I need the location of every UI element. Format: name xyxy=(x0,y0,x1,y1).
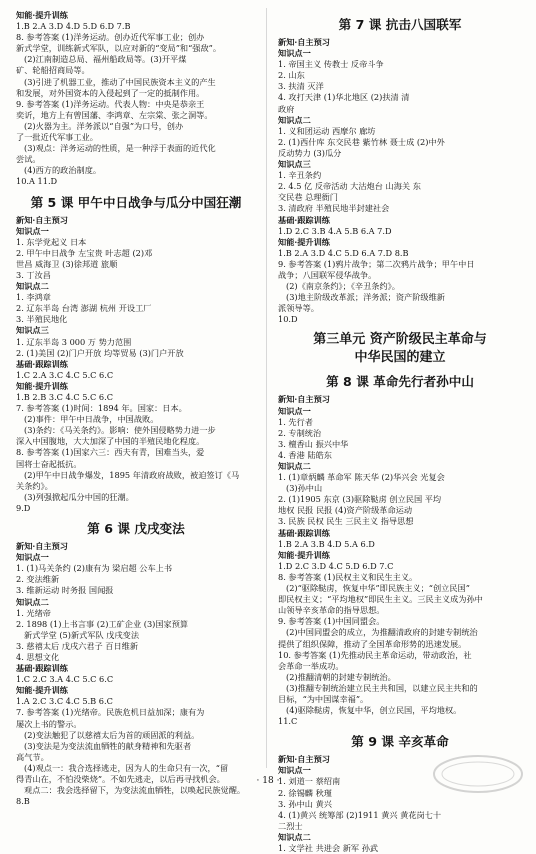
section-label: 知能·提升训练 xyxy=(16,380,68,391)
section-label: 基础·跟踪训练 xyxy=(278,527,330,538)
unit-heading xyxy=(278,331,522,367)
answer-line: 战争；八国联军侵华战争。 xyxy=(278,269,377,280)
answer-line: 1.B 2.A 3.D 4.D 5.D 6.D 7.B xyxy=(16,21,131,32)
answer-line: 1. (1)马关条约 (2)康有为 梁启超 公车上书 xyxy=(16,563,173,574)
answer-line: 8. 参考答案 (1)民权主义和民生主义。 xyxy=(278,571,418,582)
section-label: 新知·自主预习 xyxy=(278,754,330,765)
answer-line: (3)推翻专制统治建立民主共和国，以建立民主共和的 xyxy=(286,682,478,693)
answer-line: 1. 辽东半岛 3 000 万 势力范围 xyxy=(16,336,132,347)
answer-line: 8. 参考答案 (1)国家六三：西夫有青，国难当头，爱 xyxy=(16,447,205,458)
answer-line: 尝试。 xyxy=(16,154,41,165)
answer-line: 提供了组织保障，推动了全国革命形势的迅速发展。 xyxy=(278,638,467,649)
answer-line: (4)西方的政治制度。 xyxy=(24,165,102,176)
answer-line: 4. (1)黄兴 统筹部 (2)1911 黄兴 黄花岗七十 xyxy=(278,809,442,820)
answer-line: (2)变法触犯了以慈禧太后为首的顽固派的利益。 xyxy=(24,729,200,740)
section-label: 知识点三 xyxy=(278,159,311,170)
answer-line: 8.B xyxy=(16,796,30,807)
answer-line: 派领导等。 xyxy=(278,303,319,314)
page-number: · 18 · xyxy=(256,776,280,786)
answer-line: 1. 辛丑条约 xyxy=(278,170,322,181)
section-label: 新知·自主预习 xyxy=(16,214,68,225)
section-label: 新知·自主预习 xyxy=(278,37,330,47)
answer-line: (3)孙中山 xyxy=(286,483,323,494)
answer-line: 世昌 威海卫 (3)徐邦道 旅顺 xyxy=(16,258,118,269)
answer-line: 3. 孙中山 黄兴 xyxy=(278,798,332,809)
answer-line: 3. 清政府 半殖民地半封建社会 xyxy=(278,203,390,214)
answer-line: 二烈士 xyxy=(278,820,303,831)
answer-line: 1.A 2.C 3.C 4.C 5.B 6.C xyxy=(16,696,113,707)
answer-line: 1. 刘道一 蔡绍南 xyxy=(278,776,341,787)
answer-line: 矿、轮船招商局等。 xyxy=(16,65,90,76)
answer-line: 3. 维新运动 时务报 国闻报 xyxy=(16,585,114,596)
answer-line: (2)推翻清朝的封建专制统治。 xyxy=(286,671,396,682)
answer-line: 1. 先行者 xyxy=(278,416,313,427)
answer-line: 2. 1898 (1)上书言事 (2)工矿企业 (3)国家预算 xyxy=(16,618,189,629)
section-label: 知识点二 xyxy=(278,461,311,471)
answer-line: 屡次上书的警示。 xyxy=(16,718,82,729)
answer-line: (3)地主阶级改革派；洋务派；资产阶级维新 xyxy=(286,292,445,303)
answer-line: 2. 4.5 亿 反帝活动 大沽炮台 山海关 东 xyxy=(278,181,421,192)
answer-line: 11.C xyxy=(278,716,298,727)
section-label: 知识点一 xyxy=(278,765,311,776)
answer-line: (3)变法是为变法流血牺牲的献身精神和先驱者 xyxy=(24,740,192,751)
answer-line: 2. 徐锡麟 秋瑾 xyxy=(278,787,332,798)
answer-line: 1.B 2.A 3.D 4.C 5.D 6.A 7.D 8.B xyxy=(278,247,409,258)
answer-line: 9.D xyxy=(16,502,31,513)
answer-line: (3)观点：洋务运动的性质，是一种浮于表面的近代化 xyxy=(24,143,216,154)
section-label: 知能·提升训练 xyxy=(278,236,330,247)
section-label: 知识点二 xyxy=(278,114,311,125)
section-label: 新知·自主预习 xyxy=(278,394,330,405)
section-label: 知识点三 xyxy=(16,325,49,336)
answer-line: 1. 东学党起义 日本 xyxy=(16,236,87,247)
answer-line: 观点二：我会选择留下，为变法流血牺牲，以唤起民族觉醒。 xyxy=(24,785,246,796)
section-label: 知能·提升训练 xyxy=(278,549,330,560)
answer-line: 目标，“为中国谋幸福”。 xyxy=(278,693,369,704)
answer-line: 国将士奋起抵抗。 xyxy=(16,458,82,469)
answer-line: 1. 帝国主义 传教士 反帝斗争 xyxy=(278,59,384,70)
answer-line: 2. 甲午中日战争 左宝贵 叶志超 (2)邓 xyxy=(16,247,153,258)
lesson-title: 第 6 课 戊戌变法 xyxy=(87,521,185,537)
answer-line: 地权 民报 民报 (4)资产阶级革命运动 xyxy=(278,505,413,516)
column-divider xyxy=(266,8,267,768)
lesson-title: 第 5 课 甲午中日战争与瓜分中国狂潮 xyxy=(30,194,242,210)
left-column xyxy=(16,10,256,807)
answer-line: 7. 参考答案 (1)光绪帝。民族危机日益加深；康有为 xyxy=(16,707,205,718)
answer-line: 2. (1)西什库 东交民巷 紫竹林 聂士成 (2)中外 xyxy=(278,136,445,147)
lesson-title: 第 7 课 抗击八国联军 xyxy=(338,17,462,32)
answer-line: 1.D 2.C 3.B 4.A 5.B 6.A 7.D xyxy=(278,225,392,236)
answer-line: 1.B 2.B 3.C 4.C 5.C 6.C xyxy=(16,392,113,402)
answer-line: 关条约》。 xyxy=(16,480,53,491)
answer-line: 了一批近代军事工业。 xyxy=(16,132,98,143)
answer-line: 9. 参考答案 (1)鸦片战争；第二次鸦片战争；甲午中日 xyxy=(278,258,475,269)
answer-line: 4. 攻打天津 (1)华北地区 (2)扶清 清 xyxy=(278,92,410,103)
answer-line: (4)驱除鞑虏，恢复中华，创立民国，平均地权。 xyxy=(286,705,462,716)
answer-line: (2)“驱除鞑虏，恢复中华”即民族主义；“创立民国” xyxy=(286,583,470,594)
lesson-title: 第 8 课 革命先行者孙中山 xyxy=(326,374,474,390)
section-label: 知识点一 xyxy=(278,48,311,59)
answer-line: (2)江南制造总局、福州船政局等。(3)开平煤 xyxy=(24,54,187,65)
section-label: 知识点二 xyxy=(278,831,311,842)
answer-line: 7. 参考答案 (1)时间：1894 年。国家：日本。 xyxy=(16,403,187,414)
section-label: 新知·自主预习 xyxy=(16,541,68,552)
section-label: 基础·跟踪训练 xyxy=(16,663,68,674)
answer-line: 1.C 2.C 3.A 4.C 5.C 6.C xyxy=(16,674,114,685)
watermark-stamp xyxy=(430,752,526,796)
answer-line: 1. 义和团运动 西摩尔 廊坊 xyxy=(278,125,376,136)
answer-line: 3. 慈禧太后 戊戌六君子 百日维新 xyxy=(16,640,139,651)
answer-line: 1. 光绪帝 xyxy=(16,607,51,618)
answer-line: 1. (1)章炳麟 革命军 陈天华 (2)华兴会 光复会 xyxy=(278,472,445,483)
lesson-title: 第 9 课 辛亥革命 xyxy=(351,734,449,750)
answer-line: 2. 专制统治 xyxy=(278,427,322,438)
answer-line: 1.B 2.A 3.B 4.D 5.A 6.D xyxy=(278,538,375,549)
answer-line: 得青山在，不怕没柴烧”。不如先逃走，以后再寻找机会。 xyxy=(16,774,225,784)
answer-line: 1. 李鸿章 xyxy=(16,292,51,303)
answer-line: (2)中国同盟会的成立，为推翻清政府的封建专制统治 xyxy=(286,627,478,638)
section-label: 知识点一 xyxy=(16,552,49,563)
answer-line: 1.C 2.A 3.C 4.C 5.C 6.C xyxy=(16,369,114,380)
right-column xyxy=(278,10,522,854)
answer-line: 新式学堂 (5)新式军队 戊戌变法 xyxy=(24,629,140,640)
answer-line: 9. 参考答案 (1)洋务运动。代表人物：中央是恭亲王 xyxy=(16,98,205,109)
answer-line: (4)观点一：我合选择逃走，因为人的生命只有一次，“留 xyxy=(24,762,229,773)
answer-line: 4. 香港 陆皓东 xyxy=(278,449,332,460)
section-label: 基础·跟踪训练 xyxy=(278,214,330,225)
section-label: 知能·提升训练 xyxy=(16,10,68,20)
answer-line: 交民巷 总理衙门 xyxy=(278,192,338,203)
answer-line: 即民权主义；“平均地权”即民生主义。三民主义成为孙中 xyxy=(278,594,483,605)
answer-line: (2)火器为主。洋务派以“自强”为口号，创办 xyxy=(24,120,184,131)
answer-line: (3)列强掀起瓜分中国的狂潮。 xyxy=(24,491,134,502)
answer-line: 2. 辽东半岛 台湾 澎湖 杭州 开设工厂 xyxy=(16,303,152,314)
answer-line: 10.A 11.D xyxy=(16,176,58,187)
answer-line: 9. 参考答案 (1)中国同盟会。 xyxy=(278,616,385,627)
answer-line: 2. (1)美国 (2)门户开放 均等贸易 (3)门户开放 xyxy=(16,347,184,358)
answer-line: 10.D xyxy=(278,314,298,325)
section-label: 知识点二 xyxy=(16,281,49,292)
answer-line: 1.D 2.C 3.D 4.C 5.D 6.D 7.C xyxy=(278,560,394,571)
unit-title: 中华民国的建立 xyxy=(354,350,446,366)
answer-line: 和发展，对外国资本的入侵起到了一定的抵制作用。 xyxy=(16,87,205,98)
answer-line: 新式学堂，训练新式军队，以应对新的“变局”和“强敌”。 xyxy=(16,43,222,54)
answer-line: 3. 檀香山 振兴中华 xyxy=(278,438,349,449)
answer-line: (2)甲午中日战争爆发，1895 年清政府战败，被迫签订《马 xyxy=(24,469,240,480)
answer-line: 会革命一举成功。 xyxy=(278,660,344,671)
answer-line: 2. 山东 xyxy=(278,70,305,81)
section-label: 基础·跟踪训练 xyxy=(16,358,68,369)
answer-line: (2)《南京条约》；《辛丑条约》。 xyxy=(286,281,400,292)
answer-line: (3)引进了机器工业，推动了中国民族资本主义的产生 xyxy=(24,76,216,87)
answer-line: 10. 参考答案 (1)先推动民主革命运动，带动政治，社 xyxy=(278,649,472,660)
answer-line: 3. 半殖民地化 xyxy=(16,314,68,325)
answer-line: 深入中国腹地，大大加深了中国的半殖民地化程度。 xyxy=(16,436,205,447)
answer-line: 4. 思想文化 xyxy=(16,651,60,662)
answer-line: 2. (1)1905 东京 (3)驱除鞑虏 创立民国 平均 xyxy=(278,494,442,505)
answer-line: 反动势力 (3)瓜分 xyxy=(278,147,342,158)
answer-line: 高气节。 xyxy=(16,751,49,762)
answer-line: (3)条约：《马关条约》。影响：使外国侵略势力进一步 xyxy=(24,425,216,436)
section-label: 知识点二 xyxy=(16,596,49,607)
answer-line: 3. 扶清 灭洋 xyxy=(278,81,324,92)
answer-line: 2. 变法维新 xyxy=(16,574,60,585)
answer-line: 3. 民族 民权 民生 三民主义 指导思想 xyxy=(278,516,414,527)
answer-line: (2)事件：甲午中日战争，中国战败。 xyxy=(24,414,159,425)
unit-title: 第三单元 资产阶级民主革命与 xyxy=(313,332,487,348)
answer-line: 3. 丁汝昌 xyxy=(16,269,51,280)
answer-line: 8. 参考答案 (1)洋务运动。创办近代军事工业；创办 xyxy=(16,32,205,43)
answer-line: 1. 文学社 共进会 新军 孙武 xyxy=(278,843,379,853)
answer-line: 奕䜣，地方上有曾国藩、李鸿章、左宗棠、张之洞等。 xyxy=(16,109,213,120)
section-label: 知能·提升训练 xyxy=(16,685,68,696)
answer-line: 山领导辛亥革命的指导思想。 xyxy=(278,605,385,616)
section-label: 知识点一 xyxy=(16,225,49,236)
answer-line: 政府 xyxy=(278,103,295,114)
section-label: 知识点一 xyxy=(278,405,311,416)
